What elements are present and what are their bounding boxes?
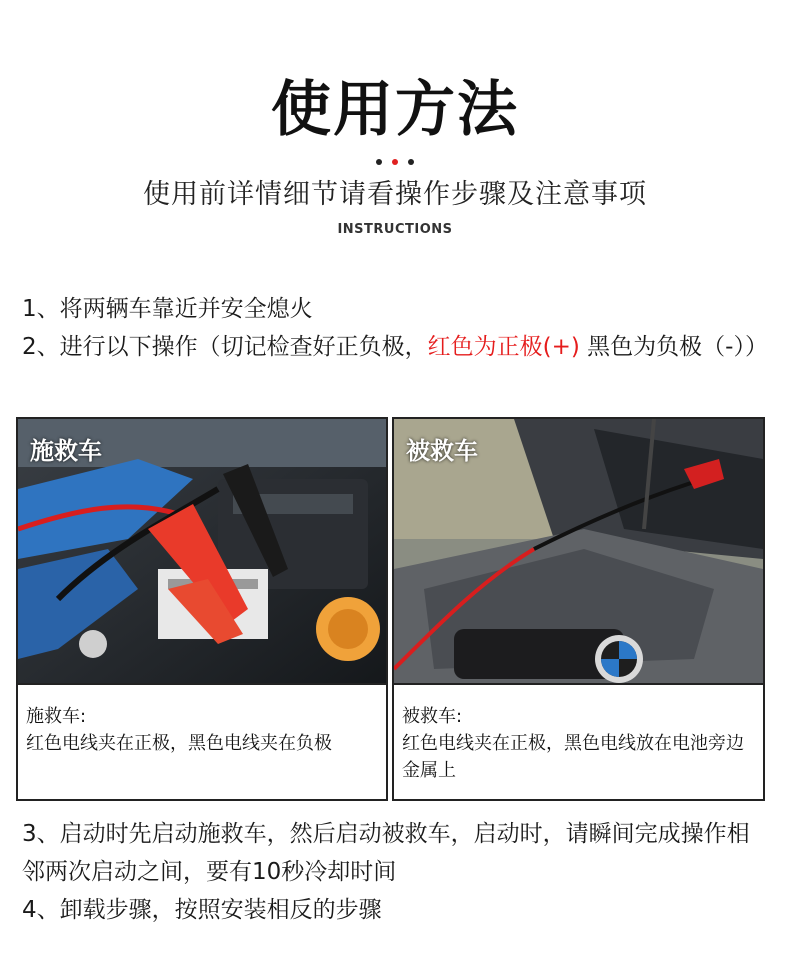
rescue-car-panel: [16, 417, 388, 801]
dot: [376, 159, 382, 165]
rescue-car-label: 施救车: [30, 437, 102, 465]
rescue-car-photo: [18, 419, 386, 683]
caption-title: 施救车:: [26, 706, 87, 727]
page-subtitle: 使用前详情细节请看操作步骤及注意事项: [143, 179, 647, 210]
rescued-car-caption: [394, 683, 763, 799]
step-2-suffix: 黑色为负极（-））: [579, 334, 768, 360]
rescue-car-caption: [18, 683, 386, 799]
dot: [408, 159, 414, 165]
caption-text: 红色电线夹在正极，黑色电线夹在负极: [26, 733, 332, 754]
dot-red: [392, 159, 398, 165]
english-label: INSTRUCTIONS: [337, 222, 453, 237]
step-4: 4、卸载步骤，按照安装相反的步骤: [22, 897, 382, 923]
caption-title: 被救车:: [402, 706, 463, 727]
step-1: 1、将两辆车靠近并安全熄火: [22, 296, 313, 322]
caption-text: 红色电线夹在正极，黑色电线放在电池旁边金属上: [402, 733, 744, 781]
rescued-car-label: 被救车: [406, 437, 478, 465]
step-2-red-note: 红色为正极(+): [427, 334, 580, 360]
rescued-car-panel: [392, 417, 765, 801]
step-2: [22, 328, 772, 366]
rescued-car-photo: [394, 419, 763, 683]
step-2-prefix: 2、进行以下操作（切记检查好正负极，: [22, 334, 428, 360]
page-title: 使用方法: [271, 75, 519, 145]
steps-top: [22, 290, 772, 366]
decorative-dots: [0, 150, 790, 169]
step-3: 3、启动时先启动施救车，然后启动被救车，启动时，请瞬间完成操作相邻两次启动之间，要有10秒冷却时间: [22, 821, 750, 885]
steps-bottom: [22, 815, 772, 929]
